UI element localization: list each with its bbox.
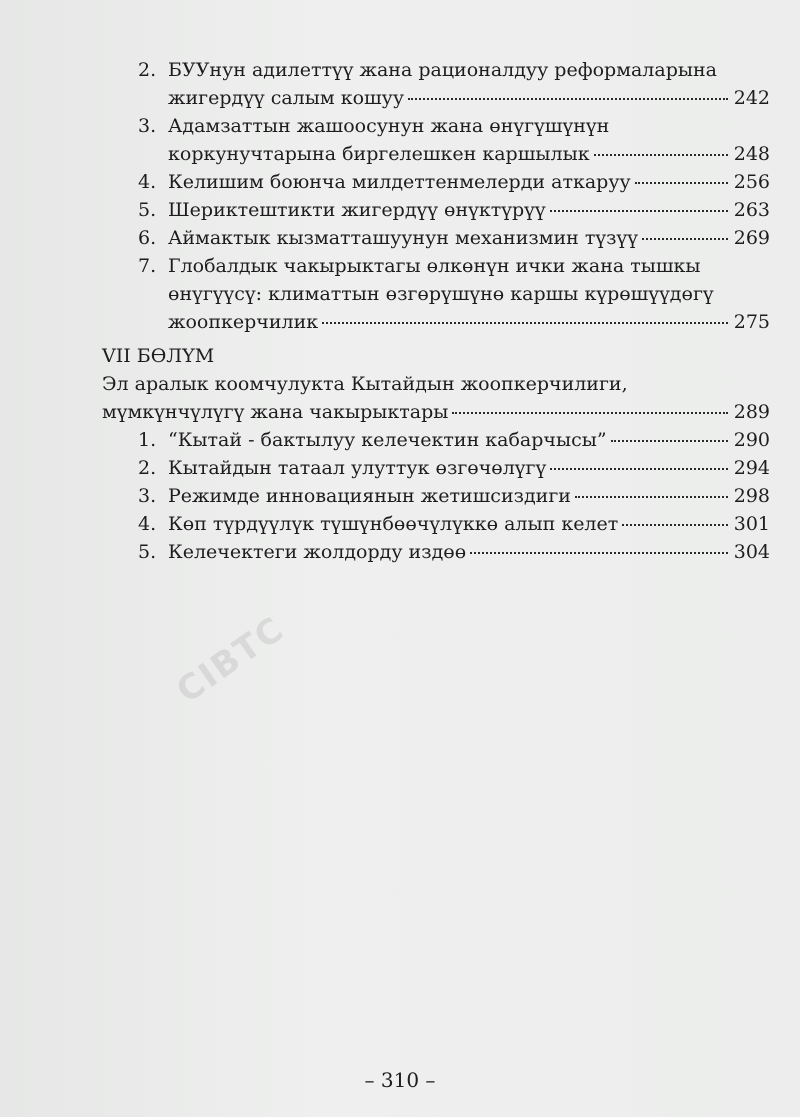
toc-entry <box>102 224 770 252</box>
toc-entry-number: 2. <box>138 59 157 81</box>
section-title-line: мүмкүнчүлүгү жана чакырыктары <box>102 401 449 423</box>
toc-entry-text <box>134 482 770 510</box>
toc-entry <box>102 510 770 538</box>
section-title-line: Эл аралык коомчулукта Кытайдын жоопкерчилиги, <box>102 373 628 395</box>
toc-entry-number: 3. <box>138 485 157 507</box>
toc-entry-text <box>134 168 770 196</box>
toc-entry-last-line <box>168 538 770 566</box>
toc-entry-line: жигердүү салым кошуу <box>168 87 405 109</box>
toc-entry-last-line <box>168 224 770 252</box>
toc-entry-line: Режимде инновациянын жетишсиздиги <box>168 485 571 507</box>
toc-entry-last-line <box>168 454 770 482</box>
toc-block-chapter-6 <box>102 56 770 336</box>
toc-entry-number: 1. <box>138 429 157 451</box>
leader-dots <box>452 412 727 414</box>
toc-entry-last-line <box>168 196 770 224</box>
toc-entry-last-line <box>168 482 770 510</box>
toc-entry-line: Глобалдык чакырыктагы өлкөнүн ички жана тышкы <box>168 255 701 277</box>
toc-entry-line: Кытайдын татаал улуттук өзгөчөлүгү <box>168 457 547 479</box>
page-number: 256 <box>733 171 770 193</box>
toc-entry-text <box>134 196 770 224</box>
page-number: 269 <box>733 227 770 249</box>
toc-entry-line: Келечектеги жолдорду издөө <box>168 541 467 563</box>
toc-entry-line: Келишим боюнча милдеттенмелерди аткаруу <box>168 171 631 193</box>
leader-dots <box>470 552 728 554</box>
leader-dots <box>635 182 728 184</box>
toc-entry-line: жоопкерчилик <box>168 311 319 333</box>
leader-dots <box>322 322 728 324</box>
toc-entry-text <box>134 56 770 112</box>
toc-entry <box>102 168 770 196</box>
toc-entry-text <box>134 510 770 538</box>
toc-entry <box>102 454 770 482</box>
leader-dots <box>594 154 728 156</box>
toc-block-chapter-7 <box>102 426 770 566</box>
page-number: 263 <box>733 199 770 221</box>
page-number: 301 <box>733 513 770 535</box>
toc-entry <box>102 252 770 336</box>
toc-entry-line: Көп түрдүүлүк түшүнбөөчүлүккө алып келет <box>168 513 619 535</box>
page-number: 289 <box>733 401 770 423</box>
toc-entry <box>102 112 770 168</box>
toc-entry-text <box>134 426 770 454</box>
toc-entry-line: Шериктештикти жигердүү өнүктүрүү <box>168 199 546 221</box>
toc-entry-last-line <box>168 84 770 112</box>
table-of-contents <box>102 56 770 566</box>
toc-entry <box>102 196 770 224</box>
toc-entry-last-line <box>168 426 770 454</box>
leader-dots <box>550 468 728 470</box>
toc-entry-text <box>134 454 770 482</box>
watermark: CIBTC <box>169 608 293 712</box>
toc-entry-number: 6. <box>138 227 157 249</box>
section-heading: VII БӨЛҮМ <box>102 345 215 367</box>
toc-entry-text <box>134 538 770 566</box>
page-number: 298 <box>733 485 770 507</box>
toc-entry-number: 4. <box>138 513 157 535</box>
toc-entry-number: 5. <box>138 541 157 563</box>
leader-dots <box>408 98 728 100</box>
toc-entry-number: 2. <box>138 457 157 479</box>
leader-dots <box>575 496 728 498</box>
toc-entry-number: 4. <box>138 171 157 193</box>
toc-entry-line: Адамзаттын жашоосунун жана өнүгүшүнүн <box>168 115 610 137</box>
section-title-last-line <box>102 398 770 426</box>
page-footer-number: – 310 – <box>364 1068 436 1092</box>
toc-entry-line: Аймактык кызматташуунун механизмин түзүү <box>168 227 638 249</box>
page-number: 248 <box>733 143 770 165</box>
page-number: 294 <box>733 457 770 479</box>
page-number: 304 <box>733 541 770 563</box>
leader-dots <box>550 210 728 212</box>
toc-entry <box>102 56 770 112</box>
leader-dots <box>642 238 728 240</box>
toc-entry-line: өнүгүүсү: климаттын өзгөрүшүнө каршы күрөшүүдөгү <box>168 283 714 305</box>
toc-entry-text <box>134 112 770 168</box>
toc-entry-line: БУУнун адилеттүү жана рационалдуу реформаларына <box>168 59 717 81</box>
toc-entry-last-line <box>168 510 770 538</box>
toc-entry-last-line <box>168 308 770 336</box>
toc-entry-number: 7. <box>138 255 157 277</box>
toc-entry-last-line <box>168 140 770 168</box>
toc-entry-text <box>134 252 770 336</box>
toc-entry-line: коркунучтарына биргелешкен каршылык <box>168 143 590 165</box>
leader-dots <box>611 440 728 442</box>
page-number: 275 <box>733 311 770 333</box>
page-number: 242 <box>733 87 770 109</box>
toc-entry-text <box>134 224 770 252</box>
toc-entry-line: “Кытай - бактылуу келечектин кабарчысы” <box>168 429 607 451</box>
page-number: 290 <box>733 429 770 451</box>
toc-entry <box>102 426 770 454</box>
toc-entry-number: 3. <box>138 115 157 137</box>
toc-entry-last-line <box>168 168 770 196</box>
toc-entry <box>102 482 770 510</box>
leader-dots <box>622 524 727 526</box>
toc-entry <box>102 538 770 566</box>
toc-entry-number: 5. <box>138 199 157 221</box>
section-title <box>102 370 770 426</box>
